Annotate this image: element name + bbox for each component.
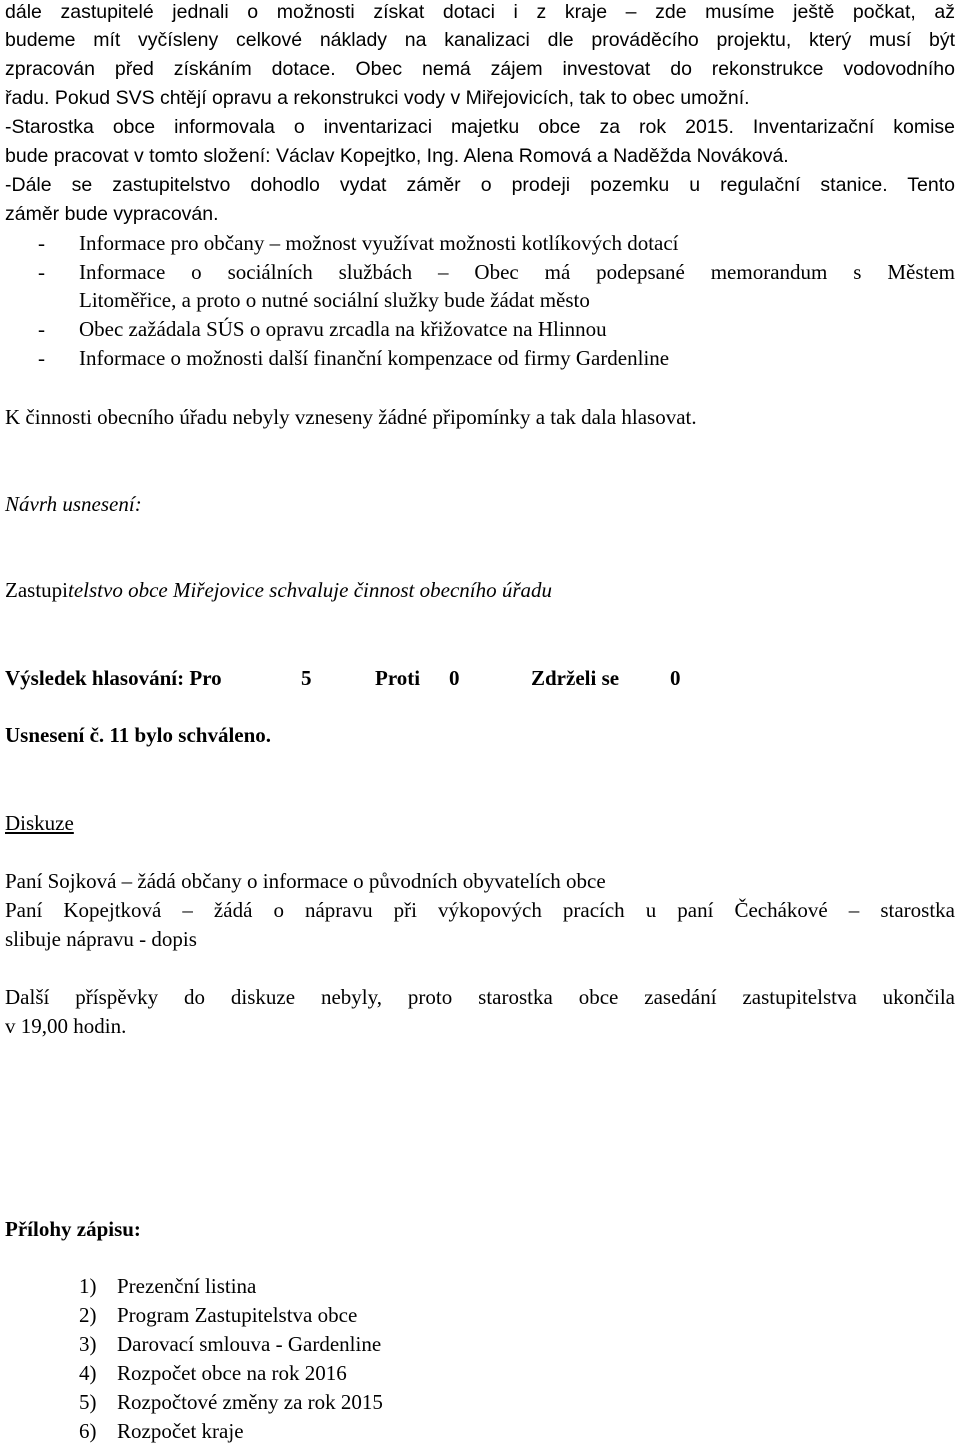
- intro-line: řadu. Pokud SVS chtějí opravu a rekonstrukci vody v Miřejovicích, tak to obec umožní.: [5, 87, 750, 109]
- intro-line: -Dále se zastupitelstvo dohodlo vydat záměr o prodeji pozemku u regulační stanice. Tento: [5, 174, 955, 196]
- attachment-title: Program Zastupitelstva obce: [117, 1303, 358, 1327]
- closing-line: Další příspěvky do diskuze nebyly, proto starostka obce zasedání zastupitelstva ukončila: [5, 985, 955, 1009]
- no-comments-statement: K činnosti obecního úřadu nebyly vzneseny žádné připomínky a tak dala hlasovat.: [5, 405, 697, 429]
- bullet-dash: -: [38, 231, 45, 255]
- bullet-text: Litoměřice, a proto o nutné sociální služky bude žádat město: [79, 288, 590, 312]
- attachment-title: Prezenční listina: [117, 1274, 257, 1298]
- attachment-title: Rozpočet kraje: [117, 1419, 244, 1443]
- attachment-number: 3): [79, 1332, 97, 1356]
- intro-line: zpracován před získáním dotace. Obec nemá zájem investovat do rekonstrukce vodovodního: [5, 58, 955, 80]
- attachment-number: 1): [79, 1274, 97, 1298]
- proposal-text: [5, 576, 955, 604]
- vote-abstain-count: 0: [670, 666, 681, 690]
- intro-line: záměr bude vypracován.: [5, 203, 219, 225]
- vote-label: Výsledek hlasování: Pro: [5, 666, 222, 690]
- vote-for-count: 5: [301, 666, 312, 690]
- attachment-number: 6): [79, 1419, 97, 1443]
- bullet-dash: -: [38, 346, 45, 370]
- intro-line: -Starostka obce informovala o inventarizaci majetku obce za rok 2015. Inventarizační komise: [5, 116, 955, 138]
- vote-against-count: 0: [449, 666, 460, 690]
- proposal-heading: Návrh usnesení:: [5, 492, 142, 516]
- attachments-heading: Přílohy zápisu:: [5, 1217, 141, 1241]
- discussion-line: slibuje nápravu - dopis: [5, 927, 197, 951]
- intro-line: dále zastupitelé jednali o možnosti získat dotaci i z kraje – zde musíme ještě počkat, až: [5, 1, 955, 23]
- bullet-dash: -: [38, 260, 45, 284]
- closing-line: v 19,00 hodin.: [5, 1014, 127, 1038]
- discussion-line: Paní Kopejtková – žádá o nápravu při výkopových pracích u paní Čechákové – starostka: [5, 898, 955, 922]
- discussion-line: Paní Sojková – žádá občany o informace o původních obyvatelích obce: [5, 869, 606, 893]
- attachment-number: 2): [79, 1303, 97, 1327]
- bullet-text: Informace o sociálních službách – Obec má podepsané memorandum s Městem: [79, 260, 955, 284]
- attachment-title: Rozpočet obce na rok 2016: [117, 1361, 347, 1385]
- intro-line: budeme mít vyčísleny celkové náklady na kanalizaci dle prováděcího projektu, který musí být: [5, 29, 955, 51]
- bullet-text: Obec zažádala SÚS o opravu zrcadla na křižovatce na Hlinnou: [79, 317, 607, 341]
- vote-result: [5, 664, 955, 692]
- bullet-dash: -: [38, 317, 45, 341]
- discussion-heading: Diskuze: [5, 811, 74, 835]
- attachment-number: 4): [79, 1361, 97, 1385]
- intro-line: bude pracovat v tomto složení: Václav Kopejtko, Ing. Alena Romová a Naděžda Nováková.: [5, 145, 789, 167]
- attachment-title: Rozpočtové změny za rok 2015: [117, 1390, 383, 1414]
- bullet-text: Informace o možnosti další finanční kompenzace od firmy Gardenline: [79, 346, 670, 370]
- resolution-status: Usnesení č. 11 bylo schváleno.: [5, 723, 272, 747]
- bullet-text: Informace pro občany – možnost využívat možnosti kotlíkových dotací: [79, 231, 679, 255]
- attachment-number: 5): [79, 1390, 97, 1414]
- proposal-text-rest: telstvo obce Miřejovice schvaluje činnost obecního úřadu: [68, 578, 553, 602]
- proposal-text-prefix: Zastupi: [5, 578, 68, 602]
- attachment-title: Darovací smlouva - Gardenline: [117, 1332, 382, 1356]
- vote-abstain-label: Zdrželi se: [531, 666, 620, 690]
- vote-against-label: Proti: [375, 666, 421, 690]
